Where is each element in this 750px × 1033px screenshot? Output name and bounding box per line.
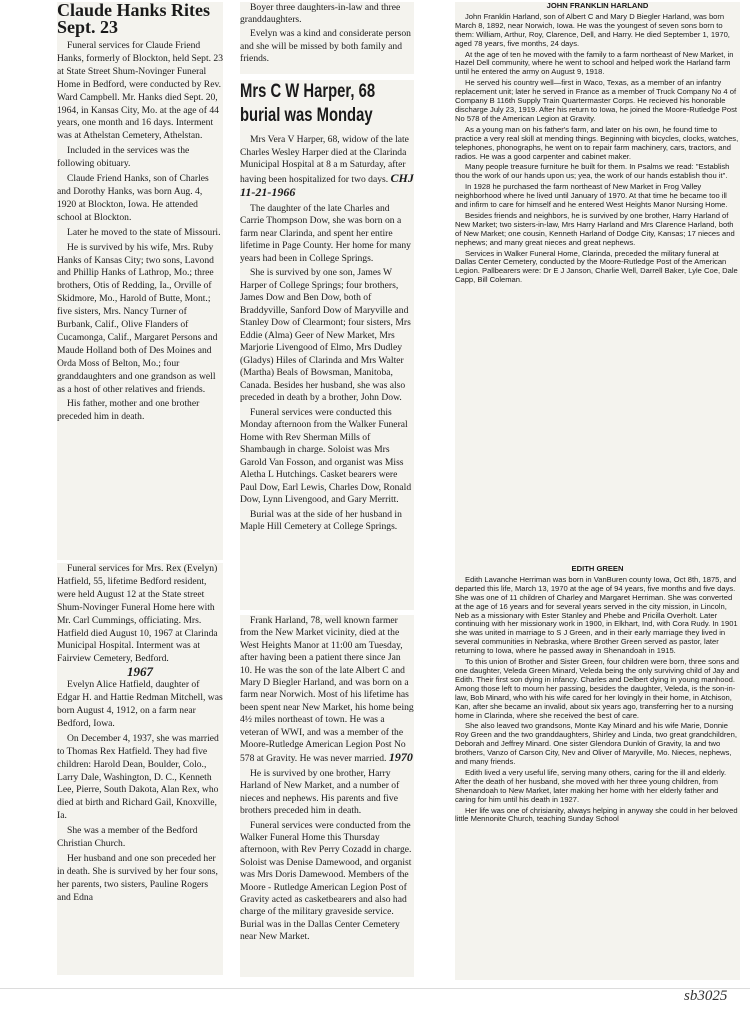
paragraph: To this union of Brother and Sister Green, four children were born, three sons and one daughter, Veleda Green Minard, Veleda being the only surviving child of Jay and Edith. Their first son dying in infancy. Charles and Delbert dying in young manhood. Among those left to mourn her passing, besides the daughter, Veleda, is the son-in-law, Bob Minard, who with his wife cared for her lovingly in their home, in Atchison, Kan, after she became an invalid, about six years ago, transferring her to a nursing home in Clarinda, where she received the best of care.: [455, 657, 740, 720]
paragraph-text: Frank Harland, 78, well known farmer from the New Market vicinity, died at the West Heights Manor at 11:00 am Tuesday, after having been a patient there since Jan 10. He was the son of the late Albert C and Mary D Biegler Harland, and was born on a farm near Norwich. Most of his lifetime has been spent near New Market, his home being 4½ miles northeast of town. He was a veteran of WWI, and was a member of the Moore-Rutledge American Legion Post No 578 at Gravity. He was never married.: [240, 615, 414, 765]
paragraph-text: Mrs Vera V Harper, 68, widow of the late Charles Wesley Harper died at the Clarinda Municipal Hospital at 8 a m Saturday, after having been hospitalized for two days.: [240, 134, 409, 185]
paragraph: Edith lived a very useful life, serving many others, caring for the ill and elderly. After the death of her husband, she moved with her three young children, from Shenandoah to New Market, later making her home with her elderly father and caring for him until his death in 1927.: [455, 767, 727, 804]
paragraph: John Franklin Harland, son of Albert C and Mary D Biegler Harland, was born March 8, 1892, near Norwich, Iowa. He was the youngest of seven sons born to them: William, Arthur, Roy, Clarence, Dell, and Harry. He died September 1, 1970, aged 78 years, five months, 24 days.: [455, 11, 730, 48]
paragraph: She is survived by one son, James W Harper of College Springs; four brothers, James Dow and Ben Dow, both of Braddyville, Sanford Dow of Maryville and Stanley Dow of Clearmont; four sisters, Mrs Eddie (Alma) Geer of New Market, Mrs Marjorie Livengood of Elmo, Mrs Dudley (Gladys) Hiles of Clarinda and Mrs Walter (Martha) Beals of Bowsman, Manitoba, Canada. Besides her husband, she was also preceded in death by a brother, John Dow.: [240, 267, 411, 403]
paragraph: Evelyn was a kind and considerate person and she will be missed by both family and friends.: [240, 28, 411, 64]
headline-harper: Mrs C W Harper, 68 burial was Monday: [240, 81, 376, 126]
paragraph: He is survived by one brother, Harry Harland of New Market, and a number of nieces and nephews. His parents and five brothers preceded him in death.: [240, 767, 400, 817]
clipping-hatfield-continuation: [240, 2, 414, 74]
clipping-edith-green: [455, 565, 740, 980]
handwritten-year: 1967: [127, 664, 153, 680]
page-bottom-rule: [0, 988, 750, 989]
paragraph: Claude Friend Hanks, son of Charles and Dorothy Hanks, was born Aug. 4, 1920 at Blockton, Iowa. He attended school at Blockton.: [57, 173, 209, 223]
paragraph: Funeral services for Mrs. Rex (Evelyn) Hatfield, 55, lifetime Bedford resident, were held August 12 at the State street Shum-Novinger Funeral Home here with Mr. Carl Cummings, officiating. Mrs. Hatfield died August 10, 1967 at Clarinda Municipal Hospital. Interment was at Fairview Cemetery, Bedford.: [57, 563, 218, 665]
handwritten-year: 1970: [388, 750, 413, 765]
clipping-frank-harland: [240, 615, 414, 977]
paragraph: She also leaved two grandsons, Monte Kay Minard and his wife Marie, Donnie Roy Green and the two granddaughters, Shirley and Linda, two great grandchildren, Deborah and Jeffrey Minard. One sister Glendora Dunkin of Gravity, Ia and two brothers, Vanzo of Carson City, Nev and Oliver of Maryville, Mo. Nieces, nephews, and many friends.: [455, 721, 737, 767]
paragraph: Boyer three daughters-in-law and three granddaughters.: [240, 2, 401, 26]
clipping-vera-harper: [240, 80, 414, 610]
handwritten-note: CHJ 11-21-1966: [240, 170, 414, 199]
caption-edith-green: EDITH GREEN: [571, 565, 624, 573]
clipping-john-harland: [455, 2, 740, 567]
paragraph: Her life was one of chrisianity, always helping in anyway she could in her beloved little Mennonite Church, teaching Sunday School: [455, 805, 738, 824]
paragraph: Edith Lavanche Herriman was born in VanBuren county Iowa, Oct 8th, 1875, and departed this life, March 13, 1970 at the age of 94 years, five months and five days. She was one of 11 children of Charley and Margaret Herriman. She was converted at the age of 16 years and for several years served in the city mission, in Lincoln, Neb as a missionary with Ester Stanley and Phebe and Pricilla Overholt. Later continuing with her missionary work in 1900, in Elkhart, Ind, with Cora Rudy. In 1901 she was united in marriage to S J Green, and in their early marriage they lived in several communities in Nebraska, where Brother Green served as pastor, later returning to Iowa, where he passed away in Shenandoah in 1915.: [455, 574, 738, 656]
paragraph: At the age of ten he moved with the family to a farm northeast of New Market, in Hazel Dell community, where he went to school and helped work the Harland farm until he entered the army on August 9, 1918.: [455, 49, 734, 77]
paragraph: Besides friends and neighbors, he is survived by one brother, Harry Harland of New Market; two sisters-in-law, Mrs Harry Harland and Mrs Clarence Harland, both of New Market; one cousin, Kenneth Harland of Dodge City, Kansas; 17 nieces and nephews; and many great nieces and great nephews.: [455, 210, 735, 247]
paragraph: Services in Walker Funeral Home, Clarinda, preceded the military funeral at Dallas Center Cemetery, conducted by the Moore-Rutledge Post of the American Legion. Pallbearers were: Dr E J Janson, Charlie Well, Darrell Baker, Lyle Coe, Dale Capp, Bill Coleman.: [455, 248, 738, 285]
paragraph: His father, mother and one brother preceded him in death.: [57, 398, 200, 423]
paragraph: Burial was at the side of her husband in Maple Hill Cemetery at College Springs.: [240, 508, 402, 532]
paragraph: Included in the services was the following obituary.: [57, 145, 190, 170]
paragraph: Funeral services were conducted from the Walker Funeral Home this Thursday afternoon, with Rev Perry Cozadd in charge. Soloist was Denise Damewood, and organist was Mrs Doris Damewood. Members of the Moore - Rutledge American Legion Post of Gravity acted as casketbearers and also had charge of the military graveside service. Burial was in the Dallas Center Cemetery near New Market.: [240, 819, 412, 943]
paragraph: On December 4, 1937, she was married to Thomas Rex Hatfield. They had five children: Harold Dean, Boulder, Colo., Larry Dale, Washington, D. C., Kenneth Lee, Pierre, South Dakota, Alan Rex, who died at birth and Richard Gail, Knoxville, Ia.: [57, 732, 219, 822]
paragraph: [240, 134, 414, 201]
page-stamp: sb3025: [684, 988, 728, 1004]
paragraph: In 1928 he purchased the farm northeast of New Market in Frog Valley neighborhood where he lived until January of 1970. At that time he became too ill and infirm to care for himself and he entered West Heights Manor Nursing Home.: [455, 182, 728, 210]
paragraph: The daughter of the late Charles and Carrie Thompson Dow, she was born on a farm near Clarinda, and spent her entire lifetime in Page County. Her home for many years had been in College Springs.: [240, 202, 411, 264]
paragraph: Many people treasure furniture he built for them. In Psalms we read: "Establish thou the work of our hands upon us; yea, the work of our hands establish thou it".: [455, 162, 730, 181]
caption-john-harland: JOHN FRANKLIN HARLAND: [546, 2, 649, 10]
paragraph: Evelyn Alice Hatfield, daughter of Edgar H. and Hattie Redman Mitchell, was born August 4, 1912, on a farm near Bedford, Iowa.: [57, 679, 223, 729]
paragraph: [240, 615, 414, 766]
paragraph: As a young man on his father's farm, and later on his own, he found time to practice a very real skill at mending things. Beginning with bicycles, clocks, watches, telephones, phonographs, he went on to repair farm machinery, cars, tractors, and radios. He was a good carpenter and cabinet maker.: [455, 124, 739, 161]
headline-claude-hanks: Claude Hanks Rites Sept. 23: [57, 2, 211, 37]
paragraph: She was a member of the Bedford Christian Church.: [57, 825, 198, 850]
paragraph: Funeral services for Claude Friend Hanks, formerly of Blockton, held Sept. 23 at State Street Shum-Novinger Funeral Home in Bedford, were conducted by Rev. Ward Campbell. Mr. Hanks died Sept. 20, 1964, in Kansas City, Mo. at the age of 44 years, one month and 16 days. Interment was at Athelstan Cemetery, Athelstan.: [57, 40, 223, 142]
paragraph: Later he moved to the state of Missouri.: [67, 226, 221, 238]
paragraph: He is survived by his wife, Mrs. Ruby Hanks of Kansas City; two sons, Lavond and Phillip Hanks of Lathrop, Mo.; three brothers, Otis of Redding, Ia., Orville of Skidmore, Mo., Harold of Butte, Mont.; five sisters, Mrs. Nancy Turner of Burbank, Calif., Olive Flanders of Cucamonga, Calif., Margaret Persons and Maude Holland both of Des Moines and Orda Moss of Belton, Mo.; four granddaughters and one grandson as well as a host of other relatives and friends.: [57, 241, 218, 395]
paragraph: Funeral services were conducted this Monday afternoon from the Walker Funeral Home with Rev Sherman Mills of Shambaugh in charge. Soloist was Mrs Garold Van Fosson, and organist was Miss Aletha L Hutchings. Casket bearers were Paul Dow, Earl Lewis, Charles Dow, Ronald Dow, Lynn Livengood, and Gary Merritt.: [240, 406, 412, 505]
paragraph: Her husband and one son preceded her in death. She is survived by her four sons, her parents, two sisters, Pauline Rogers and Edna: [57, 852, 218, 903]
clipping-evelyn-hatfield: [57, 563, 223, 975]
paragraph: He served his country well—first in Waco, Texas, as a member of an infantry replacement unit; later he served in France as a member of Truck Company No 4 of Company B 116th Supply Train Quartermaster Corps. He recieved his honorable discharge July 23, 1919. After his return to Iowa, he joined the Moore-Rutledge Post No 578 of the American Legion at Gravity.: [455, 78, 737, 123]
clipping-claude-hanks: [57, 2, 223, 560]
